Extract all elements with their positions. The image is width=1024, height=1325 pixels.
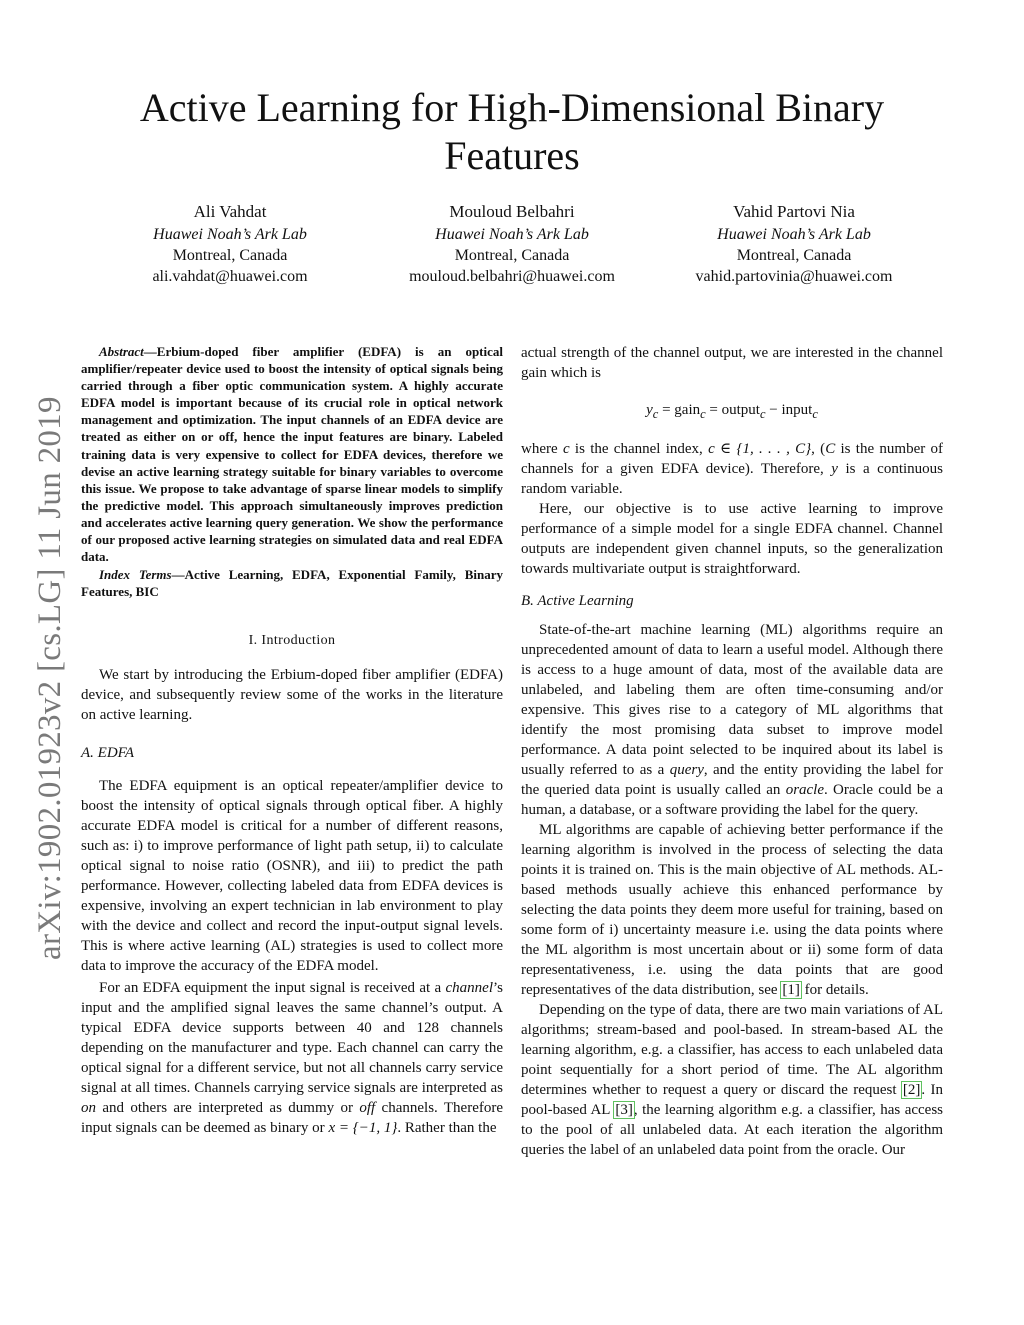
left-column [81, 343, 503, 1138]
author-affiliation: Huawei Noah’s Ark Lab [153, 226, 307, 243]
subsection-heading-active-learning: B. Active Learning [521, 593, 634, 609]
author-name: Mouloud Belbahri [449, 202, 575, 221]
abstract-text: —Erbium-doped fiber amplifier (EDFA) is an optical amplifier/repeater device used to boost the intensity of optical signals being carried through a fiber optic communication system. A highly accurate EDFA model is important because of its crucial role in optical network management and optimization. The input channels of an EDFA device are treated as either on or off, hence the input features are binary. Labeled training data is very expensive to collect for EDFA devices, therefore we devise an active learning strategy suitable for binary variables to overcome this issue. We propose to take advantage of sparse linear models to simplify the predictive model. This approach simultaneously improves prediction and accelerates active learning query generation. We show the performance of our proposed active learning strategies on simulated data and real EDFA data. [81, 344, 503, 565]
text-run: State-of-the-art machine learning (ML) algorithms require an unprecedented amount of data to learn a useful model. Although there is access to a huge amount of data, most of the available data are unlabeled, and labeling them are often time-consuming and/or expensive. This gives rise to a category of ML algorithms that identify the most promising data subset to improve model performance. A data point selected to be inquired about its label is usually referred to as a [521, 622, 943, 778]
emphasis: query [669, 762, 704, 778]
eq-input: input [781, 402, 813, 418]
author-name: Vahid Partovi Nia [733, 202, 855, 221]
eq-y: y [646, 402, 653, 418]
text-run: , and the entity providing the label for the queried data point is usually called an [521, 762, 943, 798]
section-heading-introduction: I. Introduction [248, 633, 336, 649]
author-location: Montreal, Canada [172, 247, 288, 264]
author-location: Montreal, Canada [454, 247, 570, 264]
eq-op: = [705, 402, 722, 418]
eq-op: − [765, 402, 782, 418]
author-affiliation: Huawei Noah’s Ark Lab [717, 226, 871, 243]
text-run: , the learning algorithm e.g. a classifier, has access to the pool of all unlabeled data. At each iteration the algorithm queries the label of an unlabeled data point from the oracle. Our [521, 1102, 943, 1158]
eq-gain: gain [674, 402, 701, 418]
index-terms-text: —Active Learning, EDFA, Exponential Family, Binary Features, BIC [81, 567, 503, 600]
text-run: is a continuous random variable. [521, 461, 943, 497]
author-1 [100, 200, 360, 287]
text-run: ML algorithms are capable of achieving better performance if the learning algorithm is involved in the process of selecting the data points it is trained on. This is the main objective of AL methods. AL-based methods usually achieve this enhanced performance by selecting the data points they deem more useful for training, based on some form of i) uncertainty measure i.e. using the data points where the ML algorithm is most uncertain about or ii) some form of data representativeness, i.e. using the data points that are good representatives of the data distribution, see [521, 822, 943, 998]
objective-paragraph: Here, our objective is to use active learning to improve performance of a simple model for a single EDFA channel. Channel outputs are independent given channel inputs, so the generalization towards multivariate output is straightforward. [521, 501, 943, 577]
author-block [100, 200, 924, 287]
author-email: mouloud.belbahri@huawei.com [409, 268, 615, 285]
emphasis: off [359, 1100, 376, 1117]
text-run: and others are interpreted as dummy or [96, 1100, 360, 1117]
citation-link[interactable]: [1] [782, 982, 800, 998]
inline-math: c [562, 441, 570, 457]
inline-math: x = {−1, 1} [328, 1120, 398, 1137]
text-run: , ( [811, 441, 826, 457]
text-run: for details. [800, 982, 869, 998]
emphasis: oracle [785, 782, 825, 798]
paper-title: Active Learning for High-Dimensional Binary Features [139, 85, 885, 178]
right-column [521, 343, 943, 1160]
author-3 [664, 200, 924, 287]
author-2 [382, 200, 642, 287]
gain-equation [521, 399, 943, 425]
text-run: . Rather than the [397, 1120, 497, 1137]
emphasis: on [81, 1100, 96, 1117]
author-name: Ali Vahdat [193, 202, 267, 221]
subsection-heading-edfa: A. EDFA [81, 745, 135, 762]
inline-math: c ∈ {1, . . . , C} [708, 441, 812, 457]
eq-op: = [658, 402, 675, 418]
text-run: ’s input and the amplified signal leaves the same channel’s output. A typical EDFA device supports between 40 and 128 channels depending on the manufacturer and type. Each channel can carry the optical signal for a different service, but not all channels carry service signal at all times. Channels carrying service signals are interpreted as [81, 980, 503, 1097]
edfa-paragraph-2 [81, 978, 503, 1138]
index-terms-label: Index Terms [99, 567, 172, 583]
abstract [81, 343, 503, 565]
author-location: Montreal, Canada [736, 247, 852, 264]
eq-sub: c [812, 407, 818, 421]
citation-link[interactable]: [2] [902, 1082, 921, 1098]
abstract-label: Abstract [99, 344, 144, 359]
inline-math: C [825, 441, 836, 457]
citation-link[interactable]: [3] [615, 1102, 633, 1118]
author-affiliation: Huawei Noah’s Ark Lab [435, 226, 589, 243]
eq-sub: c [700, 407, 706, 421]
al-paragraph-3 [521, 1000, 943, 1160]
al-paragraph-1 [521, 620, 943, 820]
inline-math: y [831, 461, 838, 477]
text-run: For an EDFA equipment the input signal is received at a [99, 980, 446, 997]
text-run: channels. Therefore input signals can be deemed as binary or [81, 1100, 503, 1137]
intro-paragraph: We start by introducing the Erbium-doped fiber amplifier (EDFA) device, and subsequently review some of the works in the literature on active learning. [81, 667, 503, 724]
text-run: . Oracle could be a human, a database, or a software providing the label for the query. [521, 782, 944, 818]
text-run: is the number of channels for a given EDFA device). Therefore, [521, 441, 944, 477]
channel-index-paragraph [521, 439, 943, 499]
text-run: where [521, 441, 563, 457]
channel-gain-paragraph: actual strength of the channel output, we are interested in the channel gain which is [521, 345, 943, 381]
edfa-paragraph-1: The EDFA equipment is an optical repeater/amplifier device to boost the intensity of optical signals through optical fiber. A highly accurate EDFA model is critical for a number of different reasons, such as: i) to improve performance of light path setup, ii) to calculate optical signal to noise ratio (OSNR), and iii) to predict the path performance. However, collecting labeled data from EDFA devices is expensive, involving an expert technician in lab environment to play with the device and collect and record the input-output signal levels. This is where active learning (AL) strategies is used to collect more data to improve the accuracy of the EDFA model. [81, 778, 503, 975]
eq-sub: c [759, 407, 766, 421]
index-terms [81, 566, 503, 600]
text-run: . In pool-based AL [521, 1082, 943, 1118]
text-run: is the channel index, [569, 441, 709, 457]
author-email: ali.vahdat@huawei.com [152, 268, 308, 285]
author-email: vahid.partovinia@huawei.com [695, 268, 893, 285]
emphasis: channel [445, 980, 493, 997]
text-run: Depending on the type of data, there are two main variations of AL algorithms; stream-based and pool-based. In stream-based AL the learning algorithm, e.g. a classifier, has access to each unlabeled data point sequentially for a short period of time. The AL algorithm determines whether to request a query or discard the request [521, 1002, 943, 1098]
al-paragraph-2 [521, 820, 943, 1000]
eq-output: output [721, 402, 760, 418]
eq-sub: c [652, 407, 659, 421]
arxiv-watermark: arXiv:1902.01923v2 [cs.LG] 11 Jun 2019 [32, 396, 68, 960]
